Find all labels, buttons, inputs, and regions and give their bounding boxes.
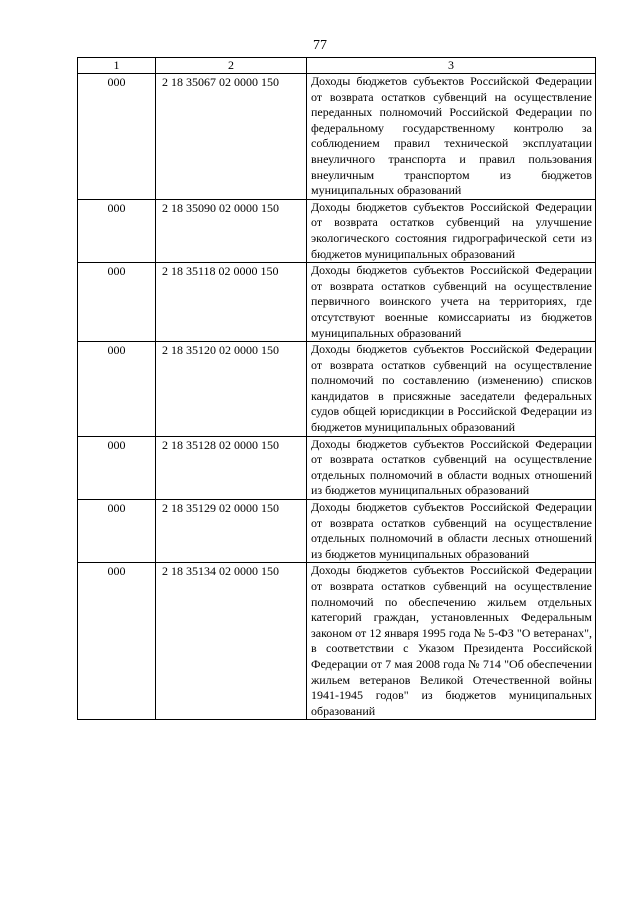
column-header-1: 1 (78, 58, 156, 74)
budget-revenue-table (77, 57, 596, 720)
table-row (78, 436, 596, 499)
budget-classification-code-cell: 2 18 35120 02 0000 150 (156, 342, 307, 437)
table-row (78, 342, 596, 437)
column-header-3: 3 (307, 58, 596, 74)
table-row (78, 563, 596, 720)
admin-code-cell: 000 (78, 199, 156, 262)
table-row (78, 263, 596, 342)
revenue-name-cell: Доходы бюджетов субъектов Российской Федерации от возврата остатков субвенций на осуществление полномочий по обеспечению жильем отдельных категорий граждан, установленных Федеральным законом от 12 января 1995 года № 5-ФЗ "О ветеранах", в соответствии с Указом Президента Российской Федерации от 7 мая 2008 года № 714 "Об обеспечении жильем ветеранов Великой Отечественной войны 1941-1945 годов" из бюджетов муниципальных образований (307, 563, 596, 720)
revenue-name-cell: Доходы бюджетов субъектов Российской Федерации от возврата остатков субвенций на осуществление отдельных полномочий в области водных отношений из бюджетов муниципальных образований (307, 436, 596, 499)
budget-classification-code-cell: 2 18 35129 02 0000 150 (156, 500, 307, 563)
admin-code-cell: 000 (78, 342, 156, 437)
budget-classification-code-cell: 2 18 35128 02 0000 150 (156, 436, 307, 499)
admin-code-cell: 000 (78, 563, 156, 720)
table-header-row (78, 58, 596, 74)
table-row (78, 74, 596, 200)
revenue-name-cell: Доходы бюджетов субъектов Российской Федерации от возврата остатков субвенций на осуществление первичного воинского учета на территориях, где отсутствуют военные комиссариаты из бюджетов муниципальных образований (307, 263, 596, 342)
revenue-name-cell: Доходы бюджетов субъектов Российской Федерации от возврата остатков субвенций на улучшение экологического состояния гидрографической сети из бюджетов муниципальных образований (307, 199, 596, 262)
admin-code-cell: 000 (78, 263, 156, 342)
table-row (78, 199, 596, 262)
admin-code-cell: 000 (78, 436, 156, 499)
budget-classification-code-cell: 2 18 35134 02 0000 150 (156, 563, 307, 720)
page-number: 77 (313, 38, 327, 53)
admin-code-cell: 000 (78, 500, 156, 563)
table-row (78, 500, 596, 563)
revenue-name-cell: Доходы бюджетов субъектов Российской Федерации от возврата остатков субвенций на осуществление полномочий по составлению (изменению) списков кандидатов в присяжные заседатели федеральных судов общей юрисдикции в Российской Федерации из бюджетов муниципальных образований (307, 342, 596, 437)
budget-classification-code-cell: 2 18 35118 02 0000 150 (156, 263, 307, 342)
revenue-name-cell: Доходы бюджетов субъектов Российской Федерации от возврата остатков субвенций на осуществление переданных полномочий Российской Федерации по федеральному государственному контролю за соблюдением правил технической эксплуатации внеуличного транспорта и правил пользования внеуличным транспортом из бюджетов муниципальных образований (307, 74, 596, 200)
column-header-2: 2 (156, 58, 307, 74)
revenue-name-cell: Доходы бюджетов субъектов Российской Федерации от возврата остатков субвенций на осуществление отдельных полномочий в области лесных отношений из бюджетов муниципальных образований (307, 500, 596, 563)
budget-classification-code-cell: 2 18 35090 02 0000 150 (156, 199, 307, 262)
budget-classification-code-cell: 2 18 35067 02 0000 150 (156, 74, 307, 200)
admin-code-cell: 000 (78, 74, 156, 200)
